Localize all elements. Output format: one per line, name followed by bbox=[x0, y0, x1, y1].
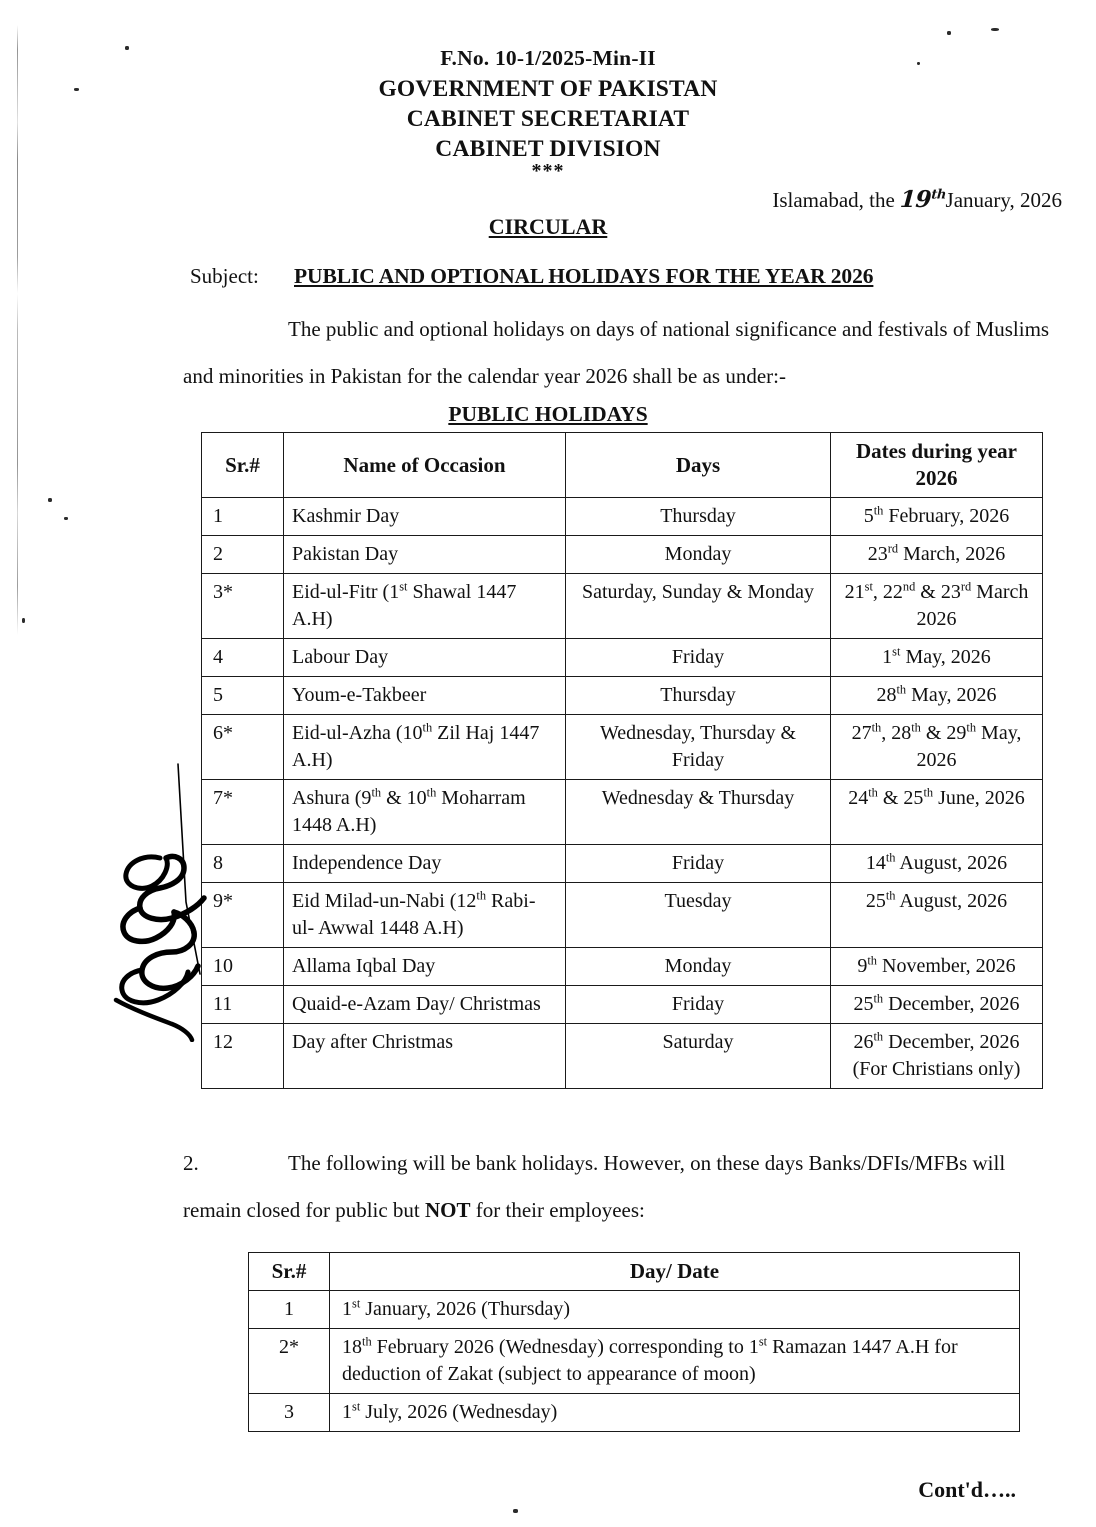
column-header-sr: Sr.# bbox=[249, 1253, 330, 1291]
cell-sr: 7* bbox=[202, 780, 284, 845]
column-header-day-date: Day/ Date bbox=[330, 1253, 1020, 1291]
cell-occasion: Independence Day bbox=[284, 845, 566, 883]
cell-dates: 9th November, 2026 bbox=[831, 948, 1043, 986]
cell-occasion: Allama Iqbal Day bbox=[284, 948, 566, 986]
government-title: GOVERNMENT OF PAKISTAN bbox=[378, 76, 718, 102]
table-row bbox=[202, 948, 1043, 986]
public-holidays-table bbox=[201, 432, 1043, 1089]
cell-days: Friday bbox=[566, 639, 831, 677]
bank-paragraph-part2: for their employees: bbox=[470, 1198, 645, 1222]
star-separator: *** bbox=[531, 160, 565, 182]
cell-days: Saturday bbox=[566, 1024, 831, 1089]
cell-sr: 6* bbox=[202, 715, 284, 780]
cell-sr: 2* bbox=[249, 1329, 330, 1394]
cell-dates: 5th February, 2026 bbox=[831, 498, 1043, 536]
cell-day-date: 1st July, 2026 (Wednesday) bbox=[330, 1394, 1020, 1432]
column-header-days: Days bbox=[566, 433, 831, 498]
cell-dates: 28th May, 2026 bbox=[831, 677, 1043, 715]
table-row bbox=[202, 883, 1043, 948]
cell-days: Monday bbox=[566, 536, 831, 574]
cell-day-date: 1st January, 2026 (Thursday) bbox=[330, 1291, 1020, 1329]
cell-sr: 5 bbox=[202, 677, 284, 715]
table-row bbox=[202, 498, 1043, 536]
cell-days: Wednesday, Thursday & Friday bbox=[566, 715, 831, 780]
scan-speck bbox=[48, 498, 52, 502]
cell-days: Monday bbox=[566, 948, 831, 986]
cell-sr: 1 bbox=[202, 498, 284, 536]
cell-dates: 26th December, 2026 (For Christians only) bbox=[831, 1024, 1043, 1089]
cell-occasion: Labour Day bbox=[284, 639, 566, 677]
cell-dates: 1st May, 2026 bbox=[831, 639, 1043, 677]
cell-occasion: Pakistan Day bbox=[284, 536, 566, 574]
table-row bbox=[202, 1024, 1043, 1089]
cell-sr: 3* bbox=[202, 574, 284, 639]
subject-label: Subject: bbox=[190, 264, 259, 288]
cell-dates: 21st, 22nd & 23rd March 2026 bbox=[831, 574, 1043, 639]
file-number: F.No. 10-1/2025-Min-II bbox=[440, 46, 656, 70]
table-row bbox=[202, 715, 1043, 780]
cell-days: Thursday bbox=[566, 677, 831, 715]
cell-sr: 4 bbox=[202, 639, 284, 677]
cell-occasion: Kashmir Day bbox=[284, 498, 566, 536]
table-row bbox=[202, 574, 1043, 639]
column-header-sr: Sr.# bbox=[202, 433, 284, 498]
column-header-occasion: Name of Occasion bbox=[284, 433, 566, 498]
cell-occasion: Quaid-e-Azam Day/ Christmas bbox=[284, 986, 566, 1024]
table-row bbox=[202, 536, 1043, 574]
bank-holidays-paragraph bbox=[183, 1140, 1063, 1234]
scan-speck bbox=[22, 618, 25, 623]
cell-sr: 2 bbox=[202, 536, 284, 574]
cell-sr: 8 bbox=[202, 845, 284, 883]
cell-occasion: Ashura (9th & 10th Moharram 1448 A.H) bbox=[284, 780, 566, 845]
cell-days: Friday bbox=[566, 845, 831, 883]
public-holidays-title bbox=[0, 402, 1096, 427]
continuation-note: Cont'd….. bbox=[918, 1477, 1016, 1502]
cell-occasion: Eid-ul-Azha (10th Zil Haj 1447 A.H) bbox=[284, 715, 566, 780]
table-row bbox=[202, 986, 1043, 1024]
scan-speck bbox=[64, 517, 68, 520]
cell-dates: 14th August, 2026 bbox=[831, 845, 1043, 883]
scan-speck bbox=[513, 1509, 518, 1513]
cell-dates: 24th & 25th June, 2026 bbox=[831, 780, 1043, 845]
cell-days: Thursday bbox=[566, 498, 831, 536]
dateline-rest: January, 2026 bbox=[945, 188, 1062, 212]
dateline-place: Islamabad, the bbox=[772, 188, 895, 212]
handwritten-day-suffix: th bbox=[930, 187, 947, 203]
cell-sr: 11 bbox=[202, 986, 284, 1024]
cell-dates: 25th December, 2026 bbox=[831, 986, 1043, 1024]
handwritten-day-number: 19 bbox=[899, 186, 933, 213]
scan-speck bbox=[947, 31, 951, 35]
table-row bbox=[249, 1394, 1020, 1432]
cell-sr: 12 bbox=[202, 1024, 284, 1089]
circular-heading bbox=[0, 214, 1096, 240]
bank-paragraph-emphasis: NOT bbox=[425, 1198, 471, 1222]
cell-day-date: 18th February 2026 (Wednesday) corresponding to 1st Ramazan 1447 A.H for deduction of Zakat (subject to appearance of moon) bbox=[330, 1329, 1020, 1394]
table-row bbox=[202, 677, 1043, 715]
cell-dates: 23rd March, 2026 bbox=[831, 536, 1043, 574]
division-title: CABINET DIVISION bbox=[435, 136, 661, 162]
cell-sr: 9* bbox=[202, 883, 284, 948]
cell-occasion: Day after Christmas bbox=[284, 1024, 566, 1089]
table-header-row bbox=[249, 1253, 1020, 1291]
table-row bbox=[249, 1329, 1020, 1394]
cell-occasion: Eid-ul-Fitr (1st Shawal 1447 A.H) bbox=[284, 574, 566, 639]
cell-dates: 25th August, 2026 bbox=[831, 883, 1043, 948]
circular-heading-text: CIRCULAR bbox=[488, 214, 608, 239]
paragraph-number: 2. bbox=[183, 1151, 199, 1175]
column-header-dates: Dates during year 2026 bbox=[831, 433, 1043, 498]
cell-occasion: Youm-e-Takbeer bbox=[284, 677, 566, 715]
handwritten-day bbox=[899, 186, 946, 213]
table-header-row bbox=[202, 433, 1043, 498]
bank-paragraph-part1: The following will be bank holidays. However, on these days Banks/DFIs/MFBs will remain closed for public but bbox=[183, 1151, 1006, 1222]
cell-days: Wednesday & Thursday bbox=[566, 780, 831, 845]
cell-dates: 27th, 28th & 29th May, 2026 bbox=[831, 715, 1043, 780]
intro-paragraph: The public and optional holidays on days of national significance and festivals of Muslims and minorities in Pakistan for the calendar year 2026 shall be as under:- bbox=[183, 317, 1050, 388]
public-holidays-title-text: PUBLIC HOLIDAYS bbox=[448, 402, 648, 426]
cell-sr: 1 bbox=[249, 1291, 330, 1329]
subject-text: PUBLIC AND OPTIONAL HOLIDAYS FOR THE YEAR 2026 bbox=[294, 264, 874, 288]
cell-sr: 3 bbox=[249, 1394, 330, 1432]
cell-days: Saturday, Sunday & Monday bbox=[566, 574, 831, 639]
cell-sr: 10 bbox=[202, 948, 284, 986]
table-row bbox=[249, 1291, 1020, 1329]
bank-holidays-table bbox=[248, 1252, 1020, 1432]
subject-line bbox=[190, 264, 1056, 289]
cell-days: Tuesday bbox=[566, 883, 831, 948]
cell-days: Friday bbox=[566, 986, 831, 1024]
table-row bbox=[202, 639, 1043, 677]
dateline bbox=[772, 186, 1062, 213]
scan-speck bbox=[991, 28, 999, 31]
table-row bbox=[202, 845, 1043, 883]
secretariat-title: CABINET SECRETARIAT bbox=[406, 106, 690, 132]
cell-occasion: Eid Milad-un-Nabi (12th Rabi-ul- Awwal 1448 A.H) bbox=[284, 883, 566, 948]
table-row bbox=[202, 780, 1043, 845]
